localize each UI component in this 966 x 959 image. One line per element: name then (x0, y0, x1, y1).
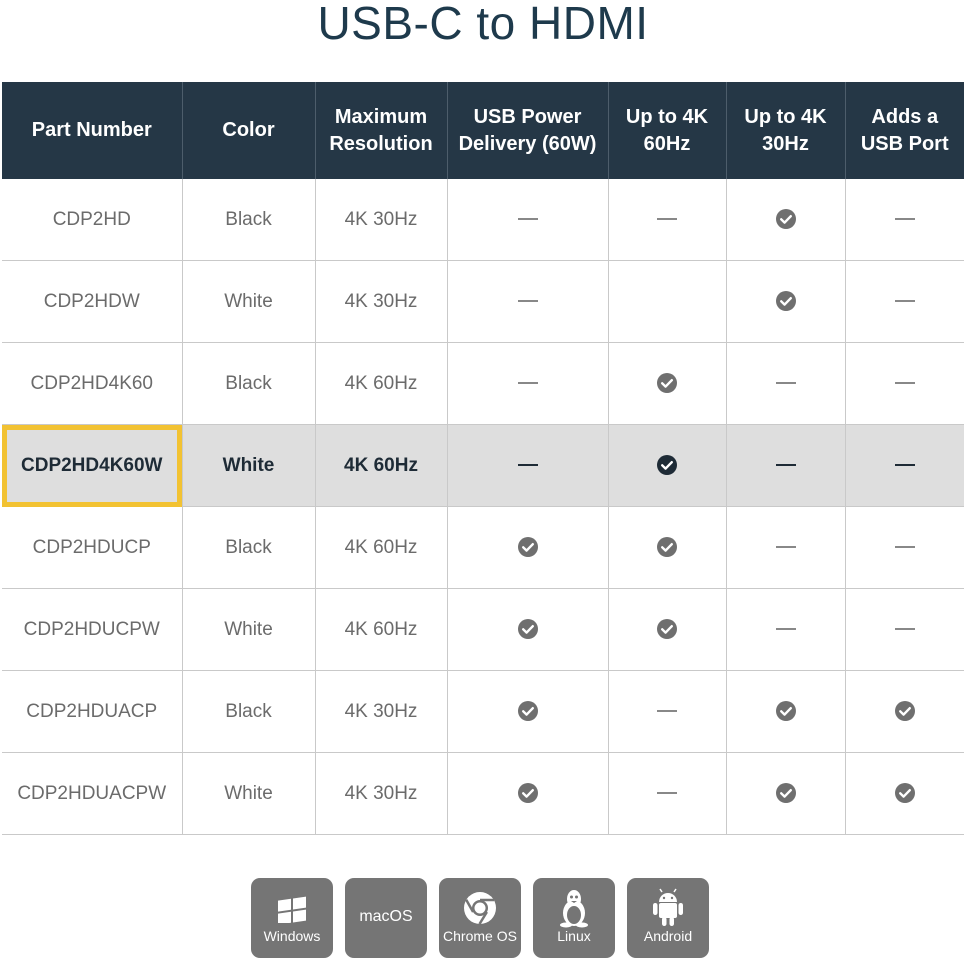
dash-icon (895, 546, 915, 548)
usb-port-cell (845, 507, 964, 589)
os-badge-chrome-os (439, 878, 521, 958)
dash-icon (657, 792, 677, 794)
part-number-cell (2, 589, 182, 671)
part-number-text: CDP2HDUCP (32, 536, 151, 558)
os-badge-macos (345, 878, 427, 958)
os-badge-label: Chrome OS (443, 928, 517, 944)
color-cell (182, 261, 315, 343)
part-number-cell (2, 753, 182, 835)
header-part-number: Part Number (2, 82, 182, 179)
table-body (2, 179, 964, 835)
usb-port-cell (845, 425, 964, 507)
part-number-cell (2, 261, 182, 343)
table-row (2, 671, 964, 753)
checkmark-icon (657, 455, 677, 475)
power-delivery-cell (447, 179, 608, 261)
color-cell (182, 589, 315, 671)
dash-icon (776, 546, 796, 548)
part-number-text: CDP2HD (52, 208, 131, 230)
usb-port-cell (845, 753, 964, 835)
table-row (2, 507, 964, 589)
header-usb-port: Adds a USB Port (845, 82, 964, 179)
4k-60hz-cell (608, 425, 726, 507)
linux-icon (533, 888, 615, 928)
header-4k-30hz: Up to 4K 30Hz (726, 82, 845, 179)
part-number-cell (2, 179, 182, 261)
dash-icon (895, 300, 915, 302)
os-badge-label: Android (643, 928, 693, 944)
dash-icon (895, 628, 915, 630)
dash-icon (518, 300, 538, 302)
resolution-text: 4K 60Hz (344, 618, 418, 640)
resolution-text: 4K 60Hz (344, 536, 418, 558)
page-title: USB-C to HDMI (317, 0, 649, 49)
dash-icon (895, 464, 915, 466)
header-max-resolution: Maximum Resolution (315, 82, 447, 179)
usb-port-cell (845, 589, 964, 671)
part-number-text: CDP2HDW (43, 290, 140, 312)
checkmark-icon (518, 619, 538, 639)
4k-30hz-cell (726, 589, 845, 671)
dash-icon (776, 628, 796, 630)
checkmark-icon (895, 701, 915, 721)
part-number-text: CDP2HD4K60W (21, 454, 163, 476)
power-delivery-cell (447, 425, 608, 507)
resolution-cell (315, 507, 447, 589)
resolution-text: 4K 30Hz (344, 700, 418, 722)
table-row (2, 425, 964, 507)
power-delivery-cell (447, 671, 608, 753)
usb-port-cell (845, 179, 964, 261)
checkmark-icon (518, 537, 538, 557)
color-text: Black (225, 536, 272, 558)
os-badge-linux (533, 878, 615, 958)
4k-60hz-cell (608, 589, 726, 671)
windows-icon (251, 888, 333, 928)
power-delivery-cell (447, 261, 608, 343)
dash-icon (776, 382, 796, 384)
table-row (2, 261, 964, 343)
part-number-text: CDP2HDUACPW (17, 782, 167, 804)
resolution-cell (315, 261, 447, 343)
power-delivery-cell (447, 507, 608, 589)
power-delivery-cell (447, 343, 608, 425)
4k-60hz-cell (608, 507, 726, 589)
color-text: White (224, 782, 273, 804)
resolution-text: 4K 30Hz (344, 782, 418, 804)
table-row (2, 343, 964, 425)
resolution-cell (315, 179, 447, 261)
comparison-table (2, 82, 964, 835)
dash-icon (776, 464, 796, 466)
os-badge-label: Windows (263, 928, 321, 944)
color-text: Black (225, 208, 272, 230)
checkmark-icon (776, 209, 796, 229)
4k-30hz-cell (726, 753, 845, 835)
chrome-icon (439, 888, 521, 928)
checkmark-icon (657, 619, 677, 639)
color-cell (182, 753, 315, 835)
dash-icon (657, 710, 677, 712)
color-text: White (224, 290, 273, 312)
color-cell (182, 343, 315, 425)
resolution-cell (315, 753, 447, 835)
part-number-cell (2, 507, 182, 589)
color-text: Black (225, 700, 272, 722)
usb-port-cell (845, 261, 964, 343)
color-text: White (224, 618, 273, 640)
dash-icon (518, 382, 538, 384)
power-delivery-cell (447, 589, 608, 671)
checkmark-icon (776, 783, 796, 803)
checkmark-icon (518, 701, 538, 721)
usb-port-cell (845, 671, 964, 753)
dash-icon (657, 218, 677, 220)
resolution-text: 4K 60Hz (344, 372, 418, 394)
dash-icon (895, 382, 915, 384)
dash-icon (518, 218, 538, 220)
checkmark-icon (518, 783, 538, 803)
android-icon (627, 888, 709, 928)
part-number-cell (2, 425, 182, 507)
resolution-text: 4K 30Hz (344, 208, 418, 230)
os-compatibility-badges (251, 878, 715, 958)
header-4k-60hz: Up to 4K 60Hz (608, 82, 726, 179)
part-number-cell (2, 671, 182, 753)
4k-60hz-cell (608, 179, 726, 261)
4k-30hz-cell (726, 179, 845, 261)
color-cell (182, 179, 315, 261)
color-text: Black (225, 372, 272, 394)
color-text: White (222, 454, 275, 476)
os-badge-label: Linux (557, 928, 591, 944)
4k-60hz-cell (608, 671, 726, 753)
os-badge-android (627, 878, 709, 958)
color-cell (182, 507, 315, 589)
4k-60hz-cell (608, 753, 726, 835)
os-badge-windows (251, 878, 333, 958)
4k-30hz-cell (726, 343, 845, 425)
part-number-text: CDP2HD4K60 (30, 372, 153, 394)
os-badge-label: macOS (359, 908, 413, 925)
4k-30hz-cell (726, 425, 845, 507)
resolution-cell (315, 425, 447, 507)
color-cell (182, 425, 315, 507)
resolution-text: 4K 30Hz (344, 290, 418, 312)
header-usb-power-delivery: USB Power Delivery (60W) (447, 82, 608, 179)
4k-30hz-cell (726, 261, 845, 343)
checkmark-icon (776, 701, 796, 721)
power-delivery-cell (447, 753, 608, 835)
4k-30hz-cell (726, 507, 845, 589)
resolution-cell (315, 589, 447, 671)
table-row (2, 589, 964, 671)
checkmark-icon (657, 537, 677, 557)
checkmark-icon (776, 291, 796, 311)
resolution-cell (315, 343, 447, 425)
table-row (2, 753, 964, 835)
part-number-text: CDP2HDUCPW (23, 618, 160, 640)
table-header-row (2, 82, 964, 179)
dash-icon (518, 464, 538, 466)
dash-icon (895, 218, 915, 220)
4k-60hz-cell (608, 343, 726, 425)
part-number-text: CDP2HDUACP (26, 700, 158, 722)
resolution-cell (315, 671, 447, 753)
table-row (2, 179, 964, 261)
checkmark-icon (657, 373, 677, 393)
usb-port-cell (845, 343, 964, 425)
part-number-cell (2, 343, 182, 425)
checkmark-icon (895, 783, 915, 803)
color-cell (182, 671, 315, 753)
4k-60hz-cell (608, 261, 726, 343)
4k-30hz-cell (726, 671, 845, 753)
resolution-text: 4K 60Hz (344, 454, 418, 476)
header-color: Color (182, 82, 315, 179)
